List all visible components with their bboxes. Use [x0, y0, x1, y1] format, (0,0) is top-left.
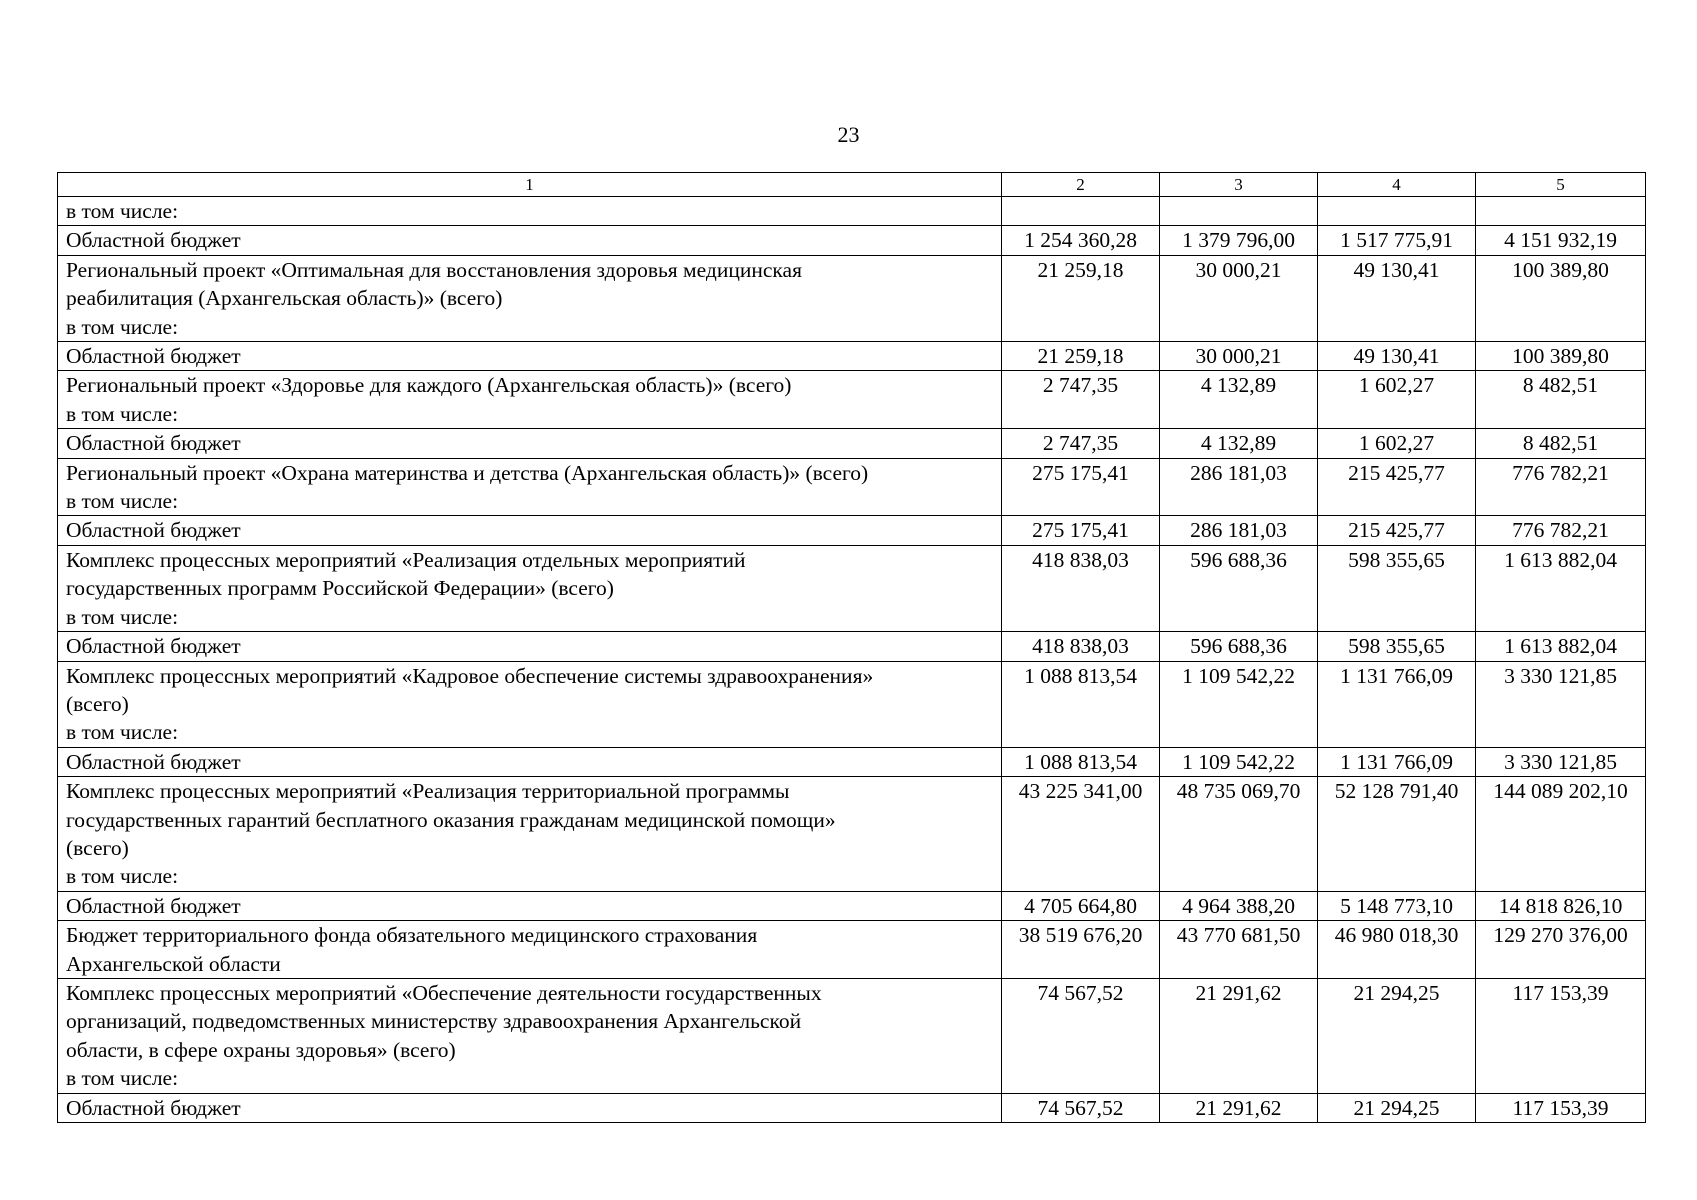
budget-table [57, 172, 1646, 1123]
row-label-line: Комплекс процессных мероприятий «Обеспечение деятельности государственных [66, 980, 822, 1005]
value-cell: 1 088 813,54 [1002, 661, 1160, 747]
table-row [58, 1093, 1646, 1122]
value-cell: 1 613 882,04 [1476, 632, 1646, 661]
value-cell: 46 980 018,30 [1318, 921, 1476, 979]
value-cell: 275 175,41 [1002, 458, 1160, 516]
table-row [58, 516, 1646, 545]
table-row [58, 777, 1646, 892]
value-cell: 100 389,80 [1476, 342, 1646, 371]
value-cell: 2 747,35 [1002, 371, 1160, 429]
value-cell [1160, 197, 1318, 226]
value-cell: 21 294,25 [1318, 978, 1476, 1093]
row-label-line: Областной бюджет [66, 1095, 241, 1120]
row-label-line: организаций, подведомственных министерству здравоохранения Архангельской [66, 1009, 802, 1034]
row-label-cell [58, 632, 1002, 661]
row-label-cell [58, 342, 1002, 371]
value-cell: 49 130,41 [1318, 342, 1476, 371]
value-cell: 596 688,36 [1160, 632, 1318, 661]
value-cell: 74 567,52 [1002, 1093, 1160, 1122]
value-cell: 8 482,51 [1476, 371, 1646, 429]
value-cell: 21 259,18 [1002, 342, 1160, 371]
row-label-line: Областной бюджет [66, 518, 241, 543]
row-label-line: в том числе: [66, 1066, 179, 1091]
row-label-line: в том числе: [66, 199, 179, 223]
value-cell: 2 747,35 [1002, 429, 1160, 458]
table-row [58, 255, 1646, 341]
row-label-cell [58, 891, 1002, 920]
value-cell: 1 602,27 [1318, 429, 1476, 458]
value-cell: 21 294,25 [1318, 1093, 1476, 1122]
table-row [58, 632, 1646, 661]
budget-table-body [58, 173, 1646, 1123]
row-label-line: Областной бюджет [66, 893, 241, 918]
row-label-line: в том числе: [66, 720, 179, 745]
value-cell: 4 964 388,20 [1160, 891, 1318, 920]
column-header: 5 [1476, 173, 1646, 197]
row-label-line: (всего) [66, 691, 129, 716]
row-label-cell [58, 255, 1002, 341]
row-label-line: государственных гарантий бесплатного оказания гражданам медицинской помощи» [66, 807, 836, 832]
table-row [58, 429, 1646, 458]
value-cell: 30 000,21 [1160, 255, 1318, 341]
value-cell: 1 379 796,00 [1160, 226, 1318, 255]
value-cell [1318, 197, 1476, 226]
value-cell: 21 291,62 [1160, 978, 1318, 1093]
value-cell: 1 131 766,09 [1318, 661, 1476, 747]
row-label-cell [58, 371, 1002, 429]
row-label-cell [58, 545, 1002, 631]
row-label-line: Областной бюджет [66, 228, 241, 253]
row-label-line: Областной бюджет [66, 344, 241, 369]
row-label-line: Областной бюджет [66, 431, 241, 456]
row-label-line: области, в сфере охраны здоровья» (всего) [66, 1037, 456, 1062]
value-cell: 1 131 766,09 [1318, 747, 1476, 776]
row-label-cell [58, 777, 1002, 892]
value-cell [1476, 197, 1646, 226]
value-cell: 117 153,39 [1476, 1093, 1646, 1122]
table-row [58, 921, 1646, 979]
value-cell: 5 148 773,10 [1318, 891, 1476, 920]
row-label-line: в том числе: [66, 314, 179, 339]
row-label-line: (всего) [66, 835, 129, 860]
table-row [58, 747, 1646, 776]
row-label-line: Бюджет территориального фонда обязательного медицинского страхования [66, 923, 758, 948]
table-row [58, 661, 1646, 747]
value-cell: 418 838,03 [1002, 632, 1160, 661]
row-label-line: Областной бюджет [66, 634, 241, 659]
table-row [58, 545, 1646, 631]
value-cell: 43 225 341,00 [1002, 777, 1160, 892]
column-header: 1 [58, 173, 1002, 197]
value-cell: 3 330 121,85 [1476, 747, 1646, 776]
value-cell: 4 132,89 [1160, 371, 1318, 429]
value-cell: 776 782,21 [1476, 516, 1646, 545]
row-label-cell [58, 458, 1002, 516]
table-row [58, 371, 1646, 429]
table-row [58, 978, 1646, 1093]
value-cell: 3 330 121,85 [1476, 661, 1646, 747]
row-label-cell [58, 516, 1002, 545]
value-cell: 48 735 069,70 [1160, 777, 1318, 892]
value-cell: 1 088 813,54 [1002, 747, 1160, 776]
value-cell: 596 688,36 [1160, 545, 1318, 631]
value-cell: 1 254 360,28 [1002, 226, 1160, 255]
value-cell [1002, 197, 1160, 226]
column-number-row [58, 173, 1646, 197]
row-label-cell [58, 661, 1002, 747]
table-row [58, 226, 1646, 255]
value-cell: 14 818 826,10 [1476, 891, 1646, 920]
value-cell: 598 355,65 [1318, 545, 1476, 631]
value-cell: 4 705 664,80 [1002, 891, 1160, 920]
row-label-line: государственных программ Российской Федерации» (всего) [66, 576, 614, 601]
value-cell: 74 567,52 [1002, 978, 1160, 1093]
value-cell: 38 519 676,20 [1002, 921, 1160, 979]
row-label-line: Региональный проект «Оптимальная для восстановления здоровья медицинская [66, 257, 802, 282]
row-label-line: Комплекс процессных мероприятий «Кадровое обеспечение системы здравоохранения» [66, 663, 874, 688]
row-label-cell [58, 197, 1002, 226]
row-label-cell [58, 747, 1002, 776]
table-row [58, 458, 1646, 516]
column-header: 3 [1160, 173, 1318, 197]
value-cell: 215 425,77 [1318, 458, 1476, 516]
table-row [58, 197, 1646, 226]
value-cell: 129 270 376,00 [1476, 921, 1646, 979]
row-label-line: в том числе: [66, 604, 179, 629]
value-cell: 776 782,21 [1476, 458, 1646, 516]
row-label-line: Комплекс процессных мероприятий «Реализация отдельных мероприятий [66, 547, 746, 572]
value-cell: 1 517 775,91 [1318, 226, 1476, 255]
value-cell: 286 181,03 [1160, 516, 1318, 545]
value-cell: 4 132,89 [1160, 429, 1318, 458]
value-cell: 117 153,39 [1476, 978, 1646, 1093]
value-cell: 43 770 681,50 [1160, 921, 1318, 979]
value-cell: 275 175,41 [1002, 516, 1160, 545]
row-label-line: Комплекс процессных мероприятий «Реализация территориальной программы [66, 779, 790, 804]
page-number: 23 [837, 122, 860, 147]
column-header: 2 [1002, 173, 1160, 197]
value-cell: 1 613 882,04 [1476, 545, 1646, 631]
value-cell: 1 602,27 [1318, 371, 1476, 429]
row-label-line: в том числе: [66, 401, 179, 426]
row-label-cell [58, 226, 1002, 255]
value-cell: 21 259,18 [1002, 255, 1160, 341]
value-cell: 286 181,03 [1160, 458, 1318, 516]
value-cell: 1 109 542,22 [1160, 661, 1318, 747]
value-cell: 215 425,77 [1318, 516, 1476, 545]
value-cell: 418 838,03 [1002, 545, 1160, 631]
value-cell: 30 000,21 [1160, 342, 1318, 371]
row-label-cell [58, 921, 1002, 979]
value-cell: 49 130,41 [1318, 255, 1476, 341]
value-cell: 144 089 202,10 [1476, 777, 1646, 892]
column-header: 4 [1318, 173, 1476, 197]
row-label-line: Региональный проект «Охрана материнства и детства (Архангельская область)» (всего) [66, 460, 869, 485]
value-cell: 21 291,62 [1160, 1093, 1318, 1122]
row-label-line: Региональный проект «Здоровье для каждого (Архангельская область)» (всего) [66, 373, 792, 398]
row-label-cell [58, 1093, 1002, 1122]
value-cell: 8 482,51 [1476, 429, 1646, 458]
table-row [58, 891, 1646, 920]
row-label-line: в том числе: [66, 489, 179, 514]
row-label-line: Областной бюджет [66, 749, 241, 774]
table-row [58, 342, 1646, 371]
value-cell: 598 355,65 [1318, 632, 1476, 661]
value-cell: 100 389,80 [1476, 255, 1646, 341]
value-cell: 4 151 932,19 [1476, 226, 1646, 255]
row-label-line: реабилитация (Архангельская область)» (всего) [66, 286, 503, 311]
row-label-line: Архангельской области [66, 951, 281, 976]
value-cell: 1 109 542,22 [1160, 747, 1318, 776]
row-label-line: в том числе: [66, 864, 179, 889]
value-cell: 52 128 791,40 [1318, 777, 1476, 892]
row-label-cell [58, 429, 1002, 458]
row-label-cell [58, 978, 1002, 1093]
